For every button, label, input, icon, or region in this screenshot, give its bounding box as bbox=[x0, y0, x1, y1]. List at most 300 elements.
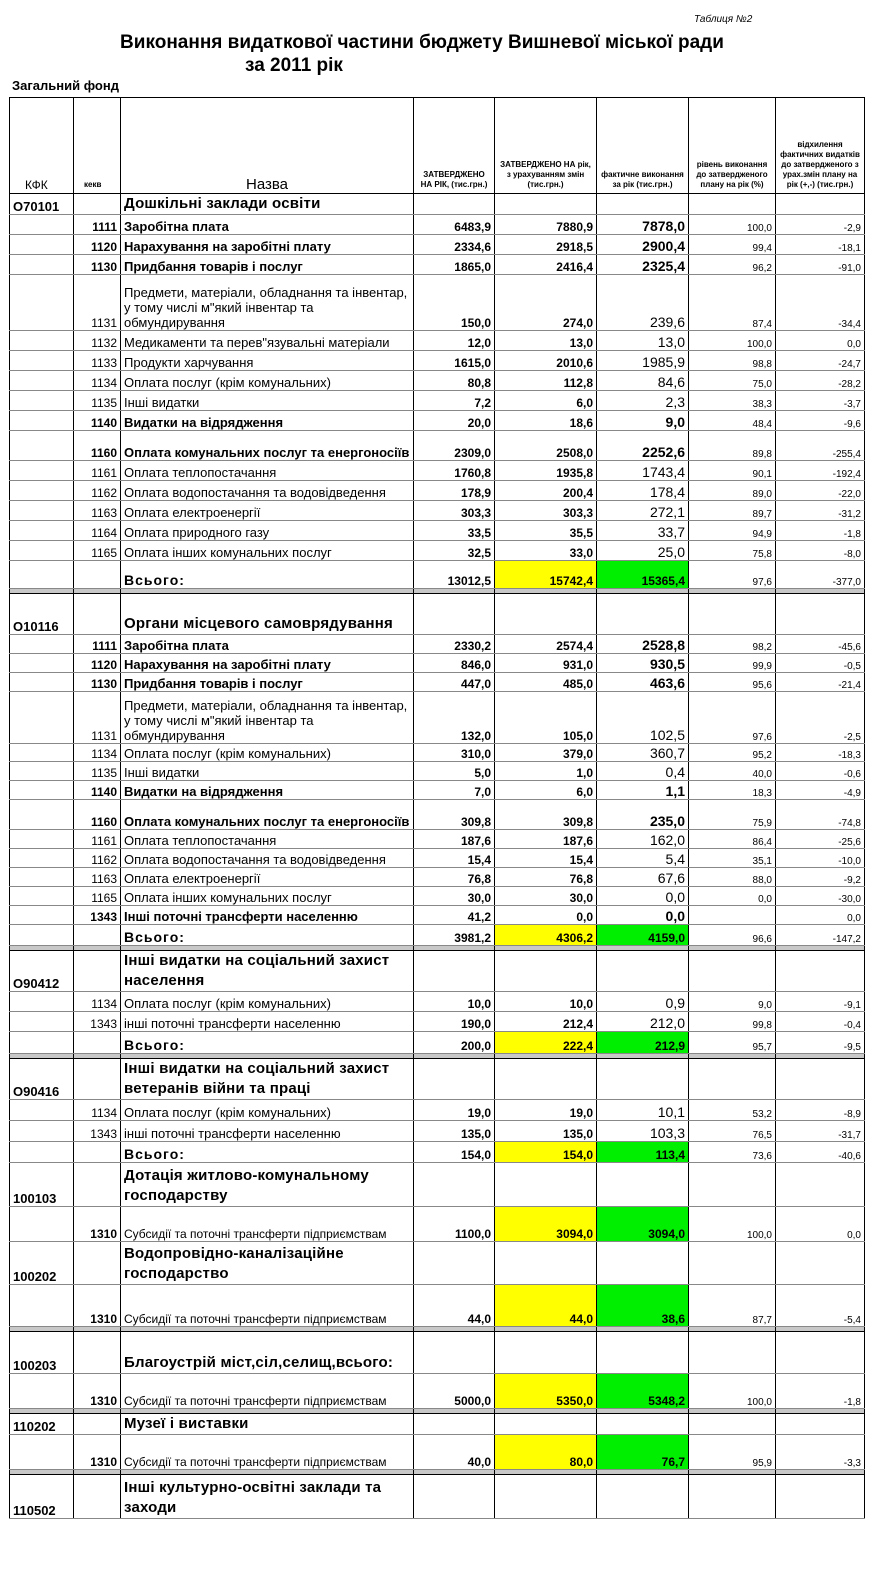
table-body bbox=[10, 194, 865, 1519]
kfk-cell bbox=[10, 1121, 74, 1142]
empty-cell bbox=[776, 1475, 865, 1519]
deviation-value: -2,9 bbox=[776, 215, 865, 235]
level-value: 76,5 bbox=[689, 1121, 776, 1142]
approved-value: 150,0 bbox=[414, 275, 495, 331]
level-value: 95,6 bbox=[689, 673, 776, 692]
kekv-code: 1111 bbox=[74, 635, 121, 654]
kfk-cell bbox=[10, 1100, 74, 1121]
kekv-code: 1135 bbox=[74, 391, 121, 411]
table-row bbox=[10, 849, 865, 868]
approved-value: 20,0 bbox=[414, 411, 495, 431]
kfk-cell bbox=[10, 1032, 74, 1054]
approved-changes-value: 485,0 bbox=[495, 673, 597, 692]
approved-changes-value: 6,0 bbox=[495, 391, 597, 411]
section-header-row bbox=[10, 1475, 865, 1519]
actual-value: 0,4 bbox=[597, 762, 689, 781]
approved-changes-value: 7880,9 bbox=[495, 215, 597, 235]
approved-value: 5000,0 bbox=[414, 1374, 495, 1409]
actual-value: 7878,0 bbox=[597, 215, 689, 235]
approved-changes-value: 135,0 bbox=[495, 1121, 597, 1142]
kekv-code: 1160 bbox=[74, 431, 121, 461]
level-value: 90,1 bbox=[689, 461, 776, 481]
expense-name: Оплата електроенергії bbox=[121, 501, 414, 521]
deviation-value: -4,9 bbox=[776, 781, 865, 800]
deviation-value: 0,0 bbox=[776, 331, 865, 351]
expense-name: Оплата послуг (крім комунальних) bbox=[121, 992, 414, 1012]
approved-value: 2330,2 bbox=[414, 635, 495, 654]
kfk-cell bbox=[10, 830, 74, 849]
kekv-code: 1131 bbox=[74, 275, 121, 331]
table-row bbox=[10, 481, 865, 501]
section-header-row bbox=[10, 951, 865, 992]
deviation-value: -8,0 bbox=[776, 541, 865, 561]
kekv-code: 1140 bbox=[74, 781, 121, 800]
empty-cell bbox=[414, 594, 495, 635]
col-actual: фактичне виконання за рік (тис.грн.) bbox=[597, 98, 689, 194]
approved-value: 190,0 bbox=[414, 1012, 495, 1032]
actual-value: 1743,4 bbox=[597, 461, 689, 481]
expense-name: Придбання товарів і послуг bbox=[121, 673, 414, 692]
section-title: Інші культурно-освітні заклади та заходи bbox=[121, 1475, 414, 1519]
approved-changes-value: 1,0 bbox=[495, 762, 597, 781]
level-value: 86,4 bbox=[689, 830, 776, 849]
total-approved: 200,0 bbox=[414, 1032, 495, 1054]
actual-value: 9,0 bbox=[597, 411, 689, 431]
deviation-value: -24,7 bbox=[776, 351, 865, 371]
page-subtitle: за 2011 рік bbox=[245, 55, 343, 76]
col-name: Назва bbox=[121, 98, 414, 194]
actual-value: 2325,4 bbox=[597, 255, 689, 275]
deviation-value: -30,0 bbox=[776, 887, 865, 906]
kfk-cell bbox=[10, 906, 74, 925]
deviation-value: -8,9 bbox=[776, 1100, 865, 1121]
subsidy-row bbox=[10, 1374, 865, 1409]
actual-value: 1,1 bbox=[597, 781, 689, 800]
actual-value: 13,0 bbox=[597, 331, 689, 351]
kekv-code: 1165 bbox=[74, 887, 121, 906]
table-row bbox=[10, 868, 865, 887]
deviation-value: -18,1 bbox=[776, 235, 865, 255]
expense-name: Предмети, матеріали, обладнання та інвентар, у тому числі м"який інвентар та обмундирування bbox=[121, 692, 414, 744]
actual-value: 38,6 bbox=[597, 1285, 689, 1327]
level-value: 87,7 bbox=[689, 1285, 776, 1327]
empty-cell bbox=[495, 1163, 597, 1207]
empty-cell bbox=[414, 1242, 495, 1285]
empty-cell bbox=[414, 1332, 495, 1374]
deviation-value: -5,4 bbox=[776, 1285, 865, 1327]
kekv-code: 1140 bbox=[74, 411, 121, 431]
actual-value: 212,0 bbox=[597, 1012, 689, 1032]
total-approved: 13012,5 bbox=[414, 561, 495, 589]
subsidy-row bbox=[10, 1207, 865, 1242]
kekv-code: 1134 bbox=[74, 1100, 121, 1121]
empty-cell bbox=[689, 1414, 776, 1435]
level-value: 99,9 bbox=[689, 654, 776, 673]
level-value: 18,3 bbox=[689, 781, 776, 800]
total-approved-changes: 222,4 bbox=[495, 1032, 597, 1054]
approved-value: 1865,0 bbox=[414, 255, 495, 275]
level-value: 88,0 bbox=[689, 868, 776, 887]
total-approved: 3981,2 bbox=[414, 925, 495, 946]
total-row bbox=[10, 561, 865, 589]
approved-value: 187,6 bbox=[414, 830, 495, 849]
kfk-cell bbox=[10, 744, 74, 762]
kfk-cell bbox=[10, 215, 74, 235]
total-approved-changes: 15742,4 bbox=[495, 561, 597, 589]
empty-cell bbox=[597, 1475, 689, 1519]
kfk-cell bbox=[10, 925, 74, 946]
level-value: 99,8 bbox=[689, 1012, 776, 1032]
kekv-code: 1165 bbox=[74, 541, 121, 561]
level-value: 87,4 bbox=[689, 275, 776, 331]
approved-changes-value: 10,0 bbox=[495, 992, 597, 1012]
kfk-cell bbox=[10, 1207, 74, 1242]
kfk-cell bbox=[10, 849, 74, 868]
level-value: 100,0 bbox=[689, 1207, 776, 1242]
table-row bbox=[10, 781, 865, 800]
empty-cell bbox=[776, 594, 865, 635]
approved-changes-value: 931,0 bbox=[495, 654, 597, 673]
approved-changes-value: 187,6 bbox=[495, 830, 597, 849]
kekv-code: 1161 bbox=[74, 830, 121, 849]
level-value: 89,8 bbox=[689, 431, 776, 461]
empty-cell bbox=[414, 1163, 495, 1207]
total-approved: 154,0 bbox=[414, 1142, 495, 1163]
section-title: Органи місцевого самоврядування bbox=[121, 594, 414, 635]
deviation-value: -10,0 bbox=[776, 849, 865, 868]
kfk-cell bbox=[10, 1435, 74, 1470]
deviation-value: -34,4 bbox=[776, 275, 865, 331]
approved-changes-value: 30,0 bbox=[495, 887, 597, 906]
approved-changes-value: 2918,5 bbox=[495, 235, 597, 255]
section-header-row bbox=[10, 1242, 865, 1285]
expense-name: Оплата послуг (крім комунальних) bbox=[121, 1100, 414, 1121]
expense-name: Оплата водопостачання та водовідведення bbox=[121, 849, 414, 868]
level-value: 48,4 bbox=[689, 411, 776, 431]
kekv-cell bbox=[74, 561, 121, 589]
empty-cell bbox=[689, 1332, 776, 1374]
level-value: 89,0 bbox=[689, 481, 776, 501]
kfk-cell bbox=[10, 331, 74, 351]
total-level: 97,6 bbox=[689, 561, 776, 589]
section-header-row bbox=[10, 1332, 865, 1374]
deviation-value: -9,6 bbox=[776, 411, 865, 431]
approved-value: 12,0 bbox=[414, 331, 495, 351]
actual-value: 67,6 bbox=[597, 868, 689, 887]
kfk-cell bbox=[10, 431, 74, 461]
level-value: 99,4 bbox=[689, 235, 776, 255]
approved-changes-value: 33,0 bbox=[495, 541, 597, 561]
approved-changes-value: 212,4 bbox=[495, 1012, 597, 1032]
level-value: 53,2 bbox=[689, 1100, 776, 1121]
expense-name: Медикаменти та перев"язувальні матеріали bbox=[121, 331, 414, 351]
total-label: Всього: bbox=[121, 561, 414, 589]
empty-cell bbox=[597, 1332, 689, 1374]
approved-changes-value: 76,8 bbox=[495, 868, 597, 887]
actual-value: 930,5 bbox=[597, 654, 689, 673]
table-row bbox=[10, 673, 865, 692]
approved-value: 1760,8 bbox=[414, 461, 495, 481]
actual-value: 162,0 bbox=[597, 830, 689, 849]
actual-value: 2252,6 bbox=[597, 431, 689, 461]
kekv-cell bbox=[74, 951, 121, 992]
empty-cell bbox=[495, 1475, 597, 1519]
deviation-value: -1,8 bbox=[776, 521, 865, 541]
approved-changes-value: 44,0 bbox=[495, 1285, 597, 1327]
kekv-code: 1134 bbox=[74, 371, 121, 391]
kfk-cell bbox=[10, 351, 74, 371]
actual-value: 76,7 bbox=[597, 1435, 689, 1470]
kekv-code: 1163 bbox=[74, 868, 121, 887]
actual-value: 10,1 bbox=[597, 1100, 689, 1121]
approved-value: 6483,9 bbox=[414, 215, 495, 235]
empty-cell bbox=[776, 1163, 865, 1207]
level-value: 96,2 bbox=[689, 255, 776, 275]
empty-cell bbox=[776, 1332, 865, 1374]
section-title: Інші видатки на соціальний захист ветеранів війни та праці bbox=[121, 1059, 414, 1100]
col-kfk: КФК bbox=[10, 98, 74, 194]
subsidy-row bbox=[10, 1435, 865, 1470]
expense-name: Нарахування на заробітні плату bbox=[121, 235, 414, 255]
total-actual: 15365,4 bbox=[597, 561, 689, 589]
kekv-code: 1343 bbox=[74, 1121, 121, 1142]
table-row bbox=[10, 1012, 865, 1032]
empty-cell bbox=[776, 951, 865, 992]
approved-changes-value: 6,0 bbox=[495, 781, 597, 800]
kfk-code: 110502 bbox=[10, 1475, 74, 1519]
empty-cell bbox=[689, 1059, 776, 1100]
total-approved-changes: 154,0 bbox=[495, 1142, 597, 1163]
table-row bbox=[10, 235, 865, 255]
table-row bbox=[10, 431, 865, 461]
expense-name: Субсидії та поточні трансферти підприємствам bbox=[121, 1435, 414, 1470]
total-label: Всього: bbox=[121, 1032, 414, 1054]
expense-name: Заробітна плата bbox=[121, 215, 414, 235]
actual-value: 239,6 bbox=[597, 275, 689, 331]
total-deviation: -377,0 bbox=[776, 561, 865, 589]
table-row bbox=[10, 371, 865, 391]
expense-name: Оплата електроенергії bbox=[121, 868, 414, 887]
empty-cell bbox=[597, 951, 689, 992]
level-value: 75,9 bbox=[689, 800, 776, 830]
kfk-code: 100202 bbox=[10, 1242, 74, 1285]
approved-value: 80,8 bbox=[414, 371, 495, 391]
expense-name: Оплата послуг (крім комунальних) bbox=[121, 744, 414, 762]
kfk-cell bbox=[10, 235, 74, 255]
table-row bbox=[10, 521, 865, 541]
empty-cell bbox=[776, 194, 865, 215]
kekv-cell bbox=[74, 194, 121, 215]
kfk-cell bbox=[10, 992, 74, 1012]
approved-value: 310,0 bbox=[414, 744, 495, 762]
expense-name: Субсидії та поточні трансферти підприємствам bbox=[121, 1285, 414, 1327]
expense-name: Оплата комунальних послуг та енергоносіїв bbox=[121, 431, 414, 461]
expense-name: Оплата комунальних послуг та енергоносіїв bbox=[121, 800, 414, 830]
kfk-cell bbox=[10, 1012, 74, 1032]
section-header-row bbox=[10, 1163, 865, 1207]
kfk-cell bbox=[10, 411, 74, 431]
table-row bbox=[10, 1121, 865, 1142]
table-row bbox=[10, 830, 865, 849]
section-title: Дотація житлово-комунальному господарству bbox=[121, 1163, 414, 1207]
empty-cell bbox=[495, 1332, 597, 1374]
empty-cell bbox=[597, 1242, 689, 1285]
level-value: 95,9 bbox=[689, 1435, 776, 1470]
kfk-cell bbox=[10, 561, 74, 589]
deviation-value: -2,5 bbox=[776, 692, 865, 744]
empty-cell bbox=[414, 1475, 495, 1519]
level-value: 100,0 bbox=[689, 1374, 776, 1409]
actual-value: 25,0 bbox=[597, 541, 689, 561]
deviation-value: -9,2 bbox=[776, 868, 865, 887]
approved-value: 846,0 bbox=[414, 654, 495, 673]
level-value: 35,1 bbox=[689, 849, 776, 868]
subsidy-row bbox=[10, 1285, 865, 1327]
approved-changes-value: 5350,0 bbox=[495, 1374, 597, 1409]
kekv-cell bbox=[74, 1475, 121, 1519]
level-value: 9,0 bbox=[689, 992, 776, 1012]
table-row bbox=[10, 692, 865, 744]
level-value: 98,8 bbox=[689, 351, 776, 371]
kekv-cell bbox=[74, 1059, 121, 1100]
approved-value: 15,4 bbox=[414, 849, 495, 868]
approved-changes-value: 80,0 bbox=[495, 1435, 597, 1470]
kfk-cell bbox=[10, 461, 74, 481]
approved-changes-value: 2010,6 bbox=[495, 351, 597, 371]
approved-value: 40,0 bbox=[414, 1435, 495, 1470]
empty-cell bbox=[495, 1059, 597, 1100]
kekv-code: 1130 bbox=[74, 255, 121, 275]
kekv-code: 1120 bbox=[74, 654, 121, 673]
kekv-cell bbox=[74, 1163, 121, 1207]
approved-changes-value: 379,0 bbox=[495, 744, 597, 762]
total-actual: 212,9 bbox=[597, 1032, 689, 1054]
actual-value: 84,6 bbox=[597, 371, 689, 391]
expense-name: Інші видатки bbox=[121, 762, 414, 781]
actual-value: 178,4 bbox=[597, 481, 689, 501]
expense-name: Оплата теплопостачання bbox=[121, 461, 414, 481]
kekv-code: 1160 bbox=[74, 800, 121, 830]
actual-value: 102,5 bbox=[597, 692, 689, 744]
approved-value: 44,0 bbox=[414, 1285, 495, 1327]
total-deviation: -147,2 bbox=[776, 925, 865, 946]
total-deviation: -40,6 bbox=[776, 1142, 865, 1163]
deviation-value: -91,0 bbox=[776, 255, 865, 275]
approved-value: 33,5 bbox=[414, 521, 495, 541]
empty-cell bbox=[414, 194, 495, 215]
kfk-cell bbox=[10, 1142, 74, 1163]
level-value: 89,7 bbox=[689, 501, 776, 521]
kfk-cell bbox=[10, 868, 74, 887]
kfk-cell bbox=[10, 673, 74, 692]
kekv-code: 1162 bbox=[74, 481, 121, 501]
empty-cell bbox=[689, 951, 776, 992]
table-row bbox=[10, 541, 865, 561]
expense-name: Оплата послуг (крім комунальних) bbox=[121, 371, 414, 391]
approved-changes-value: 15,4 bbox=[495, 849, 597, 868]
approved-value: 19,0 bbox=[414, 1100, 495, 1121]
expense-name: Оплата інших комунальних послуг bbox=[121, 541, 414, 561]
empty-cell bbox=[776, 1242, 865, 1285]
kfk-cell bbox=[10, 371, 74, 391]
kfk-cell bbox=[10, 781, 74, 800]
table-row bbox=[10, 411, 865, 431]
level-value: 0,0 bbox=[689, 887, 776, 906]
table-row bbox=[10, 654, 865, 673]
deviation-value: 0,0 bbox=[776, 1207, 865, 1242]
section-title: Музеї і виставки bbox=[121, 1414, 414, 1435]
approved-changes-value: 112,8 bbox=[495, 371, 597, 391]
total-approved-changes: 4306,2 bbox=[495, 925, 597, 946]
kfk-cell bbox=[10, 762, 74, 781]
deviation-value: -9,1 bbox=[776, 992, 865, 1012]
approved-value: 41,2 bbox=[414, 906, 495, 925]
deviation-value: -1,8 bbox=[776, 1374, 865, 1409]
section-title: Інші видатки на соціальний захист населення bbox=[121, 951, 414, 992]
deviation-value: -74,8 bbox=[776, 800, 865, 830]
kfk-cell bbox=[10, 635, 74, 654]
kekv-code: 1310 bbox=[74, 1374, 121, 1409]
level-value: 100,0 bbox=[689, 215, 776, 235]
empty-cell bbox=[776, 1059, 865, 1100]
kfk-code: О70101 bbox=[10, 194, 74, 215]
actual-value: 5,4 bbox=[597, 849, 689, 868]
kfk-cell bbox=[10, 654, 74, 673]
deviation-value: -0,6 bbox=[776, 762, 865, 781]
empty-cell bbox=[597, 594, 689, 635]
section-header-row bbox=[10, 1414, 865, 1435]
approved-value: 303,3 bbox=[414, 501, 495, 521]
kfk-cell bbox=[10, 1285, 74, 1327]
table-row bbox=[10, 992, 865, 1012]
kekv-cell bbox=[74, 1242, 121, 1285]
approved-changes-value: 200,4 bbox=[495, 481, 597, 501]
expense-name: Заробітна плата bbox=[121, 635, 414, 654]
kekv-cell bbox=[74, 1032, 121, 1054]
approved-changes-value: 309,8 bbox=[495, 800, 597, 830]
section-title: Дошкільні заклади освіти bbox=[121, 194, 414, 215]
deviation-value: -192,4 bbox=[776, 461, 865, 481]
kekv-code: 1343 bbox=[74, 1012, 121, 1032]
empty-cell bbox=[689, 594, 776, 635]
section-title: Благоустрій міст,сіл,селищ,всього: bbox=[121, 1332, 414, 1374]
expense-name: Інші поточні трансферти населенню bbox=[121, 906, 414, 925]
level-value bbox=[689, 906, 776, 925]
table-row bbox=[10, 215, 865, 235]
expense-name: Видатки на відрядження bbox=[121, 411, 414, 431]
actual-value: 33,7 bbox=[597, 521, 689, 541]
table-row bbox=[10, 906, 865, 925]
deviation-value: -255,4 bbox=[776, 431, 865, 461]
col-deviation: відхилення фактичних видатків до затвердженого з урах.змін плану на рік (+,-) (тис.грн.) bbox=[776, 98, 865, 194]
expense-name: Оплата природного газу bbox=[121, 521, 414, 541]
approved-value: 178,9 bbox=[414, 481, 495, 501]
kfk-code: О10116 bbox=[10, 594, 74, 635]
table-row bbox=[10, 762, 865, 781]
section-header-row bbox=[10, 594, 865, 635]
deviation-value: -18,3 bbox=[776, 744, 865, 762]
kfk-cell bbox=[10, 521, 74, 541]
kfk-code: 100203 bbox=[10, 1332, 74, 1374]
section-header-row bbox=[10, 1059, 865, 1100]
total-row bbox=[10, 1032, 865, 1054]
empty-cell bbox=[495, 194, 597, 215]
deviation-value: -0,4 bbox=[776, 1012, 865, 1032]
approved-changes-value: 35,5 bbox=[495, 521, 597, 541]
approved-changes-value: 303,3 bbox=[495, 501, 597, 521]
actual-value: 1985,9 bbox=[597, 351, 689, 371]
approved-changes-value: 18,6 bbox=[495, 411, 597, 431]
